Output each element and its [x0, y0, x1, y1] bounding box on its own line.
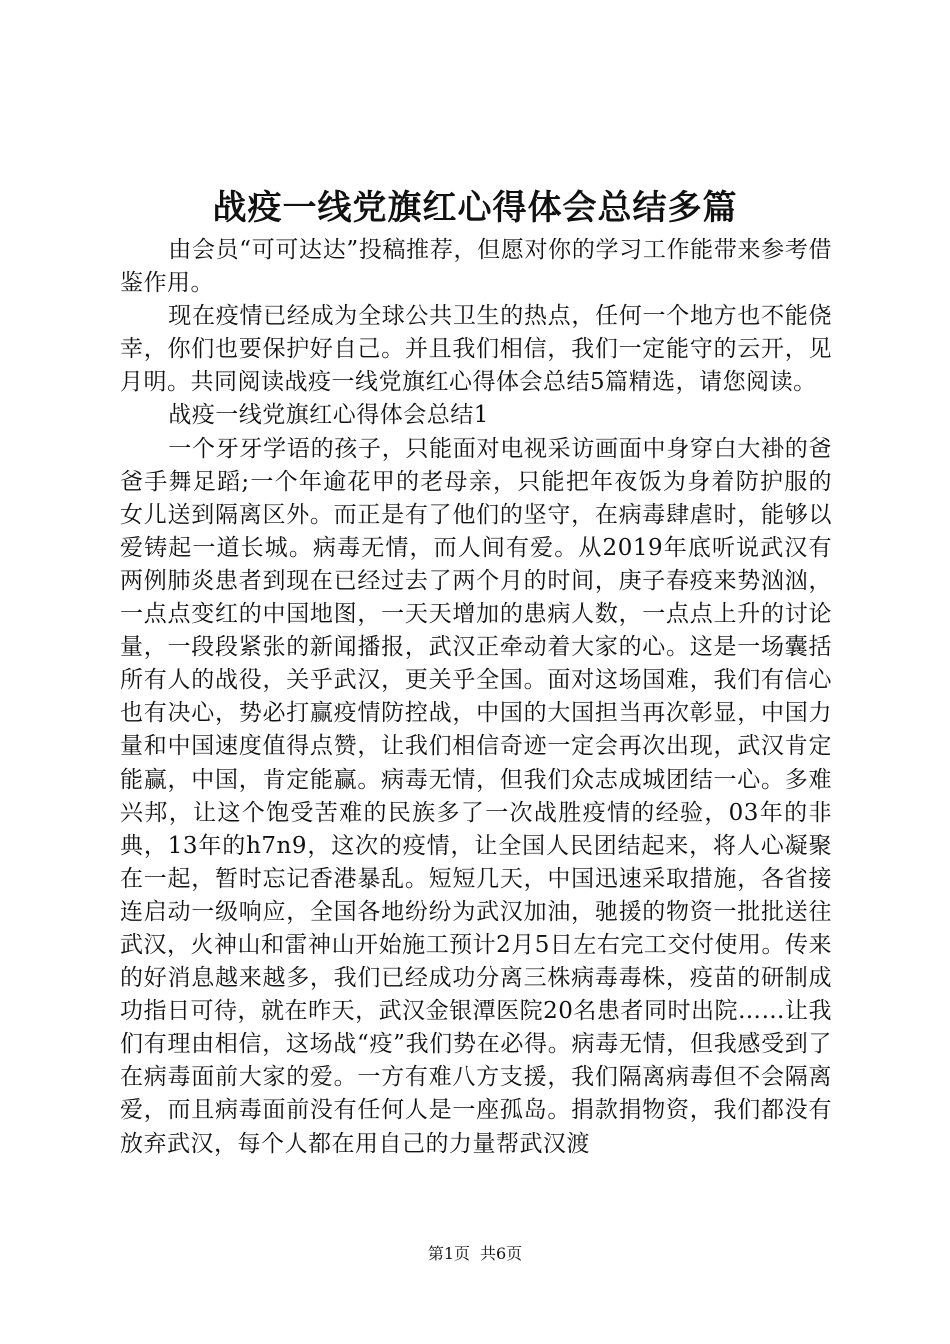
- page-number: 第1页: [427, 1244, 470, 1263]
- document-title: 战疫一线党旗红心得体会总结多篇: [212, 188, 738, 228]
- section-heading: 战疫一线党旗红心得体会总结1: [168, 402, 489, 429]
- paragraph-body: 一个牙牙学语的孩子，只能面对电视采访画面中身穿白大褂的爸爸手舞足蹈;一个年逾花甲的老母亲，只能把年夜饭为身着防护服的女儿送到隔离区外。而正是有了他们的坚守，在病毒肆虐时，能够以爱铸起一道长城。病毒无情，而人间有爱。从2019年底听说武汉有两例肺炎患者到现在已经过去了两个月的时间，庚子春疫来势汹汹，一点点变红的中国地图，一天天增加的患病人数，一点点上升的讨论量，一段段紧张的新闻播报，武汉正牵动着大家的心。这是一场囊括所有人的战役，关乎武汉，更关乎全国。面对这场国难，我们有信心也有决心，势必打赢疫情防控战，中国的大国担当再次彰显，中国力量和中国速度值得点赞，让我们相信奇迹一定会再次出现，武汉肯定能赢，中国，肯定能赢。病毒无情，但我们众志成城团结一心。多难兴邦，让这个饱受苦难的民族多了一次战胜疫情的经验，03年的非典，13年的h7n9，这次的疫情，让全国人民团结起来，将人心凝聚在一起，暂时忘记香港暴乱。短短几天，中国迅速采取措施，各省接连启动一级响应，全国各地纷纷为武汉加油，驰援的物资一批批送往武汉，火神山和雷神山开始施工预计2月5日左右完工交付使用。传来的好消息越来越多，我们已经成功分离三株病毒毒株，疫苗的研制成功指日可待，就在昨天，武汉金银潭医院20名患者同时出院……让我们有理由相信，这场战“疫”我们势在必得。病毒无情，但我感受到了在病毒面前大家的爱。一方有难八方支援，我们隔离病毒但不会隔离爱，而且病毒面前没有任何人是一座孤岛。捐款捐物资，我们都没有放弃武汉，每个人都在用自己的力量帮武汉渡: [120, 435, 832, 1157]
- page-total: 共6页: [480, 1244, 523, 1263]
- paragraph-preface: 现在疫情已经成为全球公共卫生的热点，任何一个地方也不能侥幸，你们也要保护好自己。并且我们相信，我们一定能守的云开，见月明。共同阅读战疫一线党旗红心得体会总结5篇精选，请您阅读。: [120, 303, 832, 396]
- document-body: [120, 234, 832, 1161]
- page-footer: [0, 1242, 950, 1266]
- paragraph-intro: 由会员“可可达达”投稿推荐，但愿对你的学习工作能带来参考借鉴作用。: [120, 237, 832, 297]
